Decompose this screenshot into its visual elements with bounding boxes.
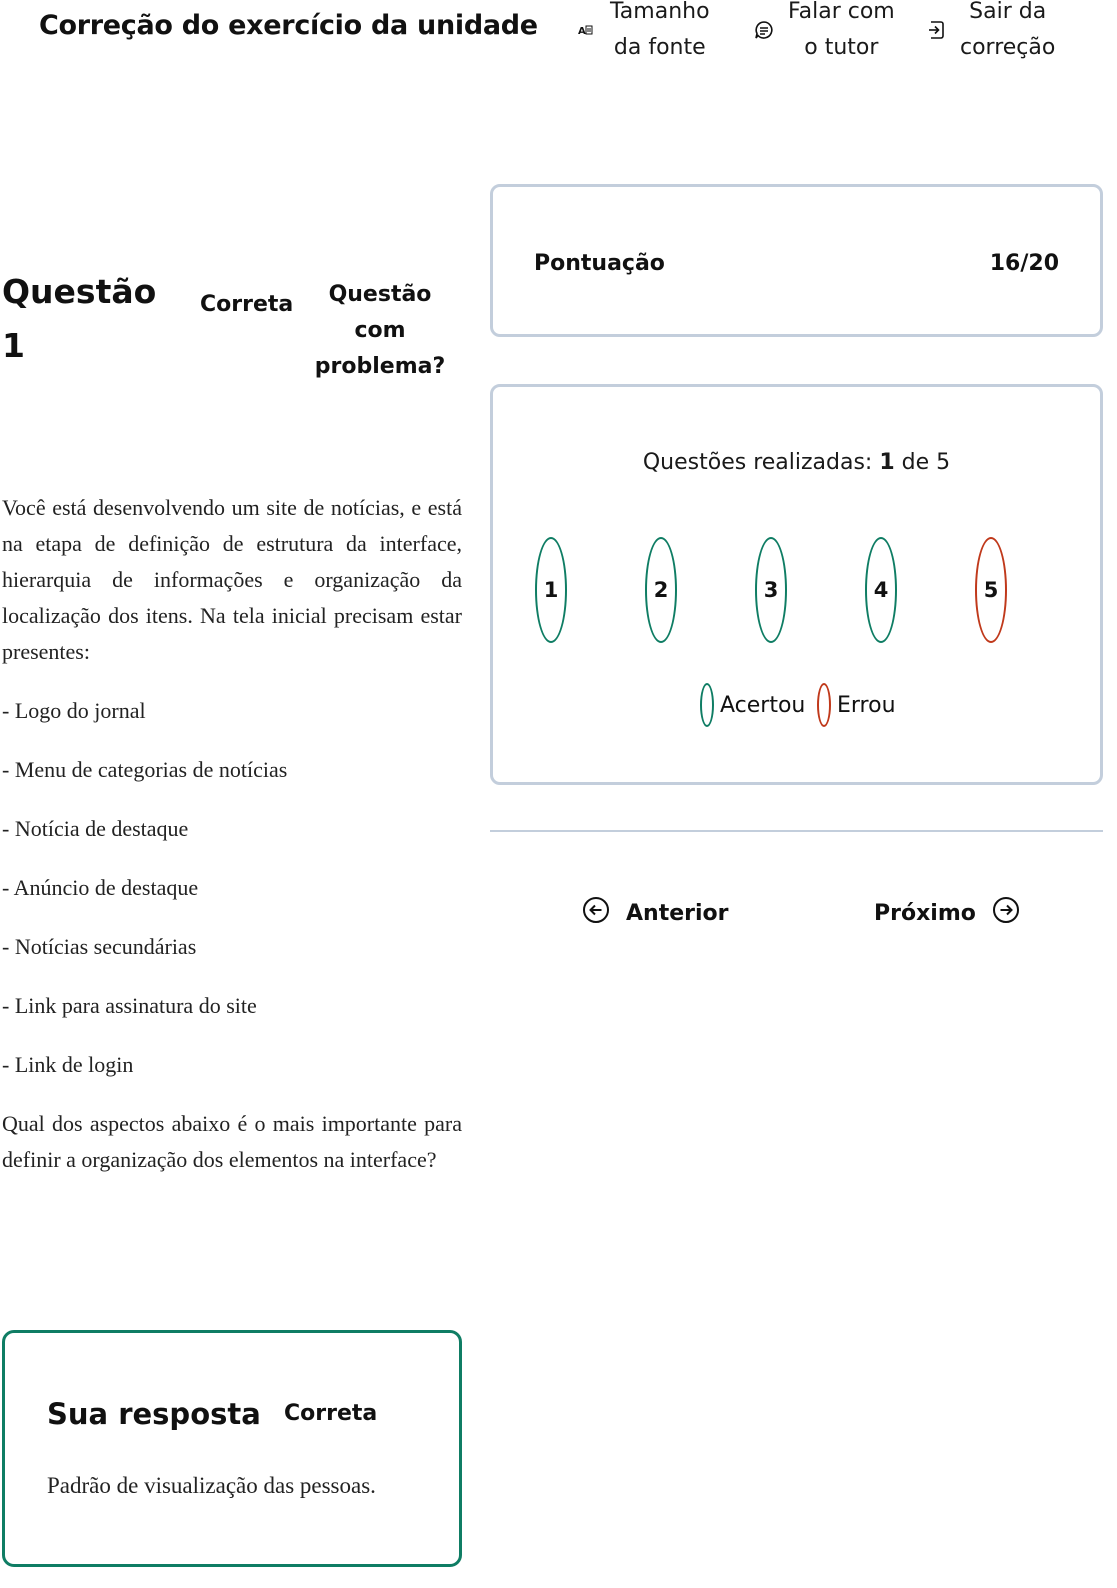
font-size-button[interactable]: [574, 0, 710, 66]
question-nav-5[interactable]: 5: [975, 537, 1007, 643]
progress-text: [493, 450, 1100, 475]
divider: [490, 830, 1103, 832]
exit-label: Sair da correção: [960, 0, 1056, 60]
question-title: Questão 1: [2, 272, 157, 365]
list-item: - Logo do jornal: [2, 698, 146, 723]
question-prompt: Qual dos aspectos abaixo é o mais importante para definir a organização dos elementos na interface?: [2, 1111, 462, 1172]
score-card: [490, 184, 1103, 337]
question-nav-2[interactable]: 2: [645, 537, 677, 643]
question-nav-4[interactable]: 4: [865, 537, 897, 643]
legend-correct-swatch: [700, 683, 714, 727]
list-item: - Notícia de destaque: [2, 816, 189, 841]
progress-current: 1: [879, 450, 895, 475]
list-item: - Link de login: [2, 1052, 134, 1077]
answer-card: [2, 1330, 462, 1567]
legend-wrong: [817, 683, 896, 727]
arrow-right-icon: [992, 896, 1020, 930]
answer-title: Sua resposta: [47, 1397, 261, 1431]
list-item: - Anúncio de destaque: [2, 875, 199, 900]
progress-card: [490, 384, 1103, 785]
progress-suffix: de 5: [894, 450, 951, 475]
previous-button[interactable]: [582, 896, 728, 930]
question-status-badge: Correta: [200, 292, 294, 317]
legend-correct: [700, 683, 805, 727]
page-title: Correção do exercício da unidade: [39, 10, 538, 41]
previous-label: Anterior: [626, 900, 729, 926]
legend-correct-label: Acertou: [720, 692, 806, 718]
answer-text: Padrão de visualização das pessoas.: [47, 1473, 376, 1498]
chat-icon: [752, 18, 776, 42]
exit-icon: [924, 18, 948, 42]
tutor-label: Falar com o tutor: [788, 0, 895, 60]
legend-wrong-label: Errou: [837, 692, 896, 718]
question-intro: Você está desenvolvendo um site de notícias, e está na etapa de definição de estrutura da interface, hierarquia de informações e organização da localização dos itens. Na tela inicial precisam estar presentes:: [2, 495, 462, 664]
exit-correction-button[interactable]: [924, 0, 1055, 66]
arrow-left-icon: [582, 896, 610, 930]
talk-to-tutor-button[interactable]: [752, 0, 895, 66]
legend-wrong-swatch: [817, 683, 831, 727]
question-nav-1[interactable]: 1: [535, 537, 567, 643]
question-nav-3[interactable]: 3: [755, 537, 787, 643]
list-item: - Link para assinatura do site: [2, 993, 257, 1018]
font-size-icon: [574, 18, 598, 42]
progress-prefix: Questões realizadas:: [642, 450, 880, 475]
next-button[interactable]: [874, 896, 1020, 930]
score-value: 16/20: [989, 251, 1059, 276]
next-label: Próximo: [874, 900, 976, 926]
font-size-label: Tamanho da fonte: [610, 0, 710, 60]
question-body: [2, 490, 462, 1178]
score-label: Pontuação: [534, 251, 665, 276]
list-item: - Notícias secundárias: [2, 934, 197, 959]
svg-text:A: A: [578, 26, 586, 37]
list-item: - Menu de categorias de notícias: [2, 757, 288, 782]
answer-status-badge: Correta: [284, 1401, 378, 1426]
report-problem-button[interactable]: Questão com problema?: [314, 282, 446, 379]
